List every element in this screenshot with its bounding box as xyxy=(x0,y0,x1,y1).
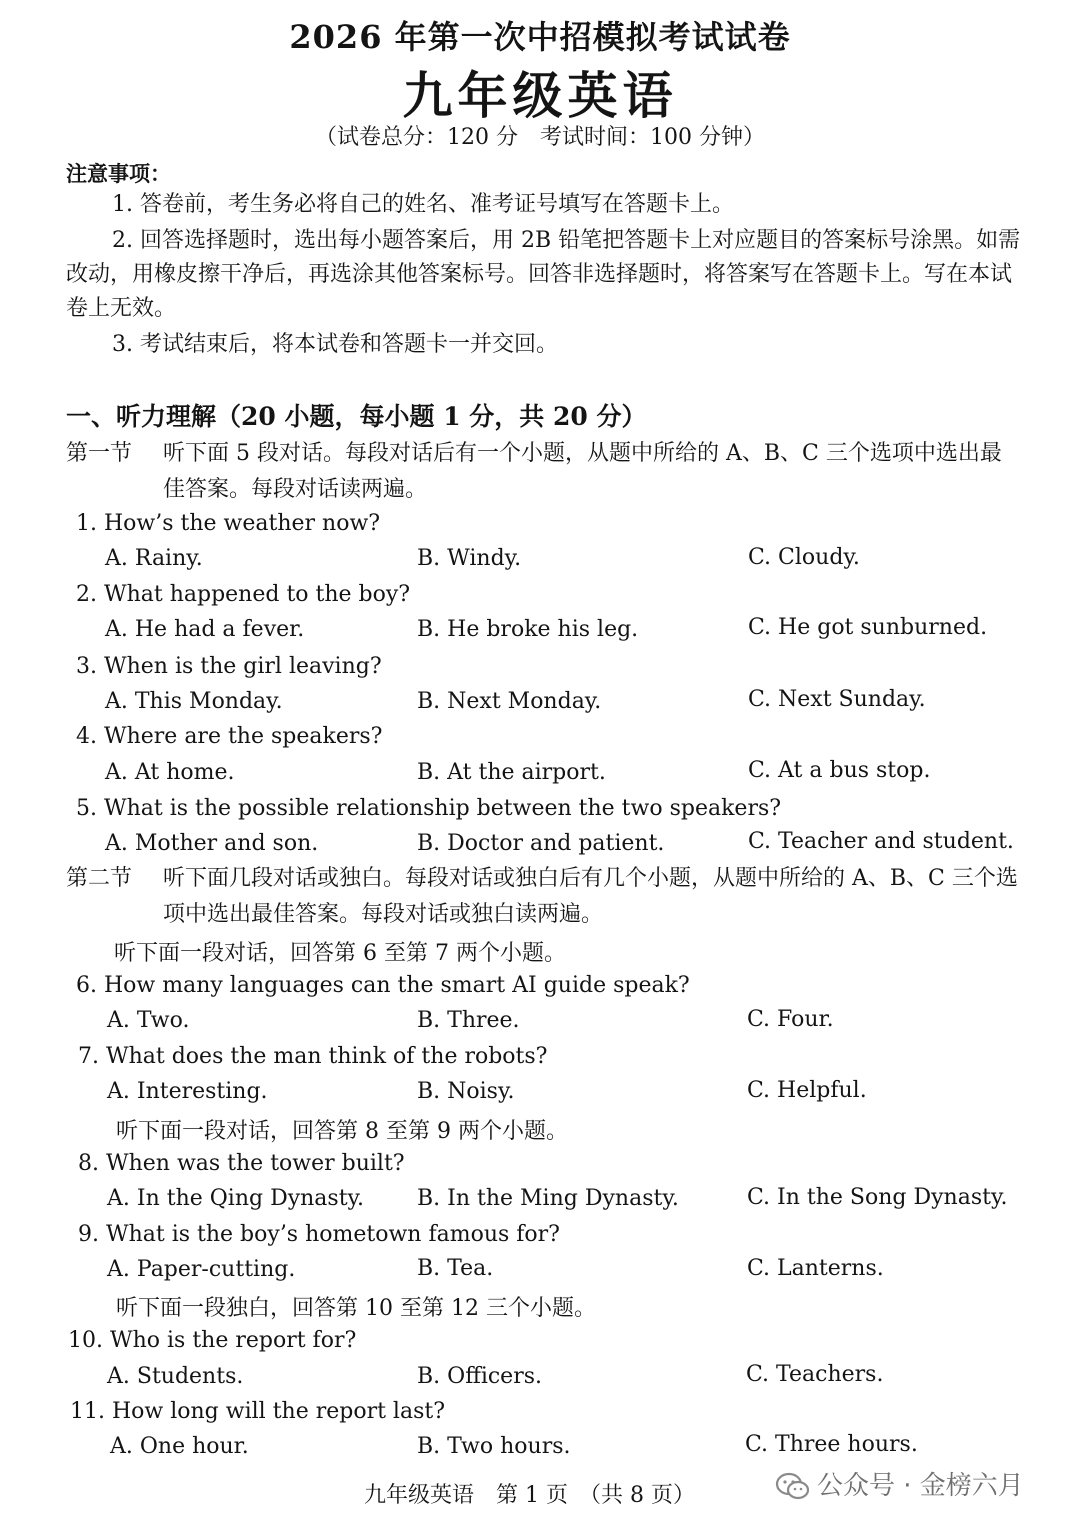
option-a: A. This Monday. xyxy=(105,689,283,714)
option-b: B. Windy. xyxy=(417,546,522,571)
option-b: B. Officers. xyxy=(417,1364,542,1389)
option-b: B. In the Ming Dynasty. xyxy=(417,1186,679,1211)
question-stem: 5. What is the possible relationship between the two speakers? xyxy=(76,796,782,821)
option-a: A. Mother and son. xyxy=(105,831,319,856)
option-c: C. Four. xyxy=(747,1007,834,1032)
question-stem: 7. What does the man think of the robots? xyxy=(78,1044,548,1069)
option-a: A. Students. xyxy=(107,1364,244,1389)
option-c: C. In the Song Dynasty. xyxy=(747,1185,1008,1210)
option-c: C. At a bus stop. xyxy=(748,758,931,783)
section-title: 一、听力理解（20 小题，每小题 1 分，共 20 分） xyxy=(66,402,647,431)
option-c: C. Teacher and student. xyxy=(748,829,1014,854)
option-c: C. Helpful. xyxy=(747,1078,867,1103)
exam-title: 2026 年第一次中招模拟考试试卷 xyxy=(289,18,791,56)
option-b: B. Next Monday. xyxy=(417,689,602,714)
option-b: B. Noisy. xyxy=(417,1079,515,1104)
question-stem: 8. When was the tower built? xyxy=(78,1151,405,1176)
question-stem: 11. How long will the report last? xyxy=(70,1399,446,1424)
question-stem: 2. What happened to the boy? xyxy=(76,582,411,607)
option-b: B. Two hours. xyxy=(417,1434,571,1459)
option-c: C. Three hours. xyxy=(745,1432,918,1457)
listening-instruction: 听下面一段独白，回答第 10 至第 12 三个小题。 xyxy=(116,1296,596,1321)
watermark xyxy=(775,1465,1024,1502)
page-footer: 九年级英语 第 1 页 （共 8 页） xyxy=(364,1483,695,1508)
question-stem: 10. Who is the report for? xyxy=(68,1328,357,1353)
option-a: A. Paper-cutting. xyxy=(107,1257,296,1282)
option-c: C. Lanterns. xyxy=(747,1256,884,1281)
option-c: C. He got sunburned. xyxy=(748,615,988,640)
part-text: 听下面几段对话或独白。每段对话或独白后有几个小题，从题中所给的 A、B、C 三个选项中选出最佳答案。每段对话或独白读两遍。 xyxy=(163,866,1018,927)
option-b: B. He broke his leg. xyxy=(417,617,639,642)
exam-info: （试卷总分：120 分 考试时间：100 分钟） xyxy=(315,125,765,150)
option-a: A. At home. xyxy=(105,760,235,785)
part-text: 听下面 5 段对话。每段对话后有一个小题，从题中所给的 A、B、C 三个选项中选出最佳答案。每段对话读两遍。 xyxy=(163,441,1002,502)
watermark-text: 公众号 · 金榜六月 xyxy=(817,1471,1024,1501)
listening-instruction: 听下面一段对话，回答第 6 至第 7 两个小题。 xyxy=(114,941,566,966)
note-item: 3. 考试结束后，将本试卷和答题卡一并交回。 xyxy=(112,332,558,357)
question-stem: 4. Where are the speakers? xyxy=(76,724,383,749)
option-a: A. In the Qing Dynasty. xyxy=(107,1186,365,1211)
option-a: A. One hour. xyxy=(110,1434,249,1459)
note-item: 2. 回答选择题时，选出每小题答案后，用 2B 铅笔把答题卡上对应题目的答案标号涂黑。如需改动，用橡皮擦干净后，再选涂其他答案标号。回答非选择题时，将答案写在答题卡上。写在本试卷上无效。 xyxy=(66,228,1021,321)
option-b: B. Doctor and patient. xyxy=(417,831,665,856)
question-stem: 9. What is the boy’s hometown famous for? xyxy=(78,1222,560,1247)
option-a: A. He had a fever. xyxy=(105,617,305,642)
part-one-instruction xyxy=(66,436,1026,508)
option-a: A. Interesting. xyxy=(107,1079,268,1104)
notes-heading: 注意事项： xyxy=(66,161,171,186)
wechat-icon xyxy=(775,1472,811,1502)
option-c: C. Cloudy. xyxy=(748,545,860,570)
option-a: A. Rainy. xyxy=(105,546,203,571)
question-stem: 6. How many languages can the smart AI guide speak? xyxy=(76,973,690,998)
part-label: 第一节 xyxy=(66,441,133,466)
option-b: B. Three. xyxy=(417,1008,520,1033)
listening-instruction: 听下面一段对话，回答第 8 至第 9 两个小题。 xyxy=(116,1119,568,1144)
part-label: 第二节 xyxy=(66,866,133,891)
note-item: 1. 答卷前，考生务必将自己的姓名、准考证号填写在答题卡上。 xyxy=(112,192,734,217)
question-stem: 3. When is the girl leaving? xyxy=(76,654,382,679)
question-stem: 1. How’s the weather now? xyxy=(76,511,381,536)
option-a: A. Two. xyxy=(107,1008,190,1033)
option-c: C. Teachers. xyxy=(746,1362,884,1387)
option-b: B. At the airport. xyxy=(417,760,606,785)
option-b: B. Tea. xyxy=(417,1256,494,1281)
subject-title: 九年级英语 xyxy=(402,66,678,125)
option-c: C. Next Sunday. xyxy=(748,687,926,712)
part-two-instruction xyxy=(66,861,1026,933)
